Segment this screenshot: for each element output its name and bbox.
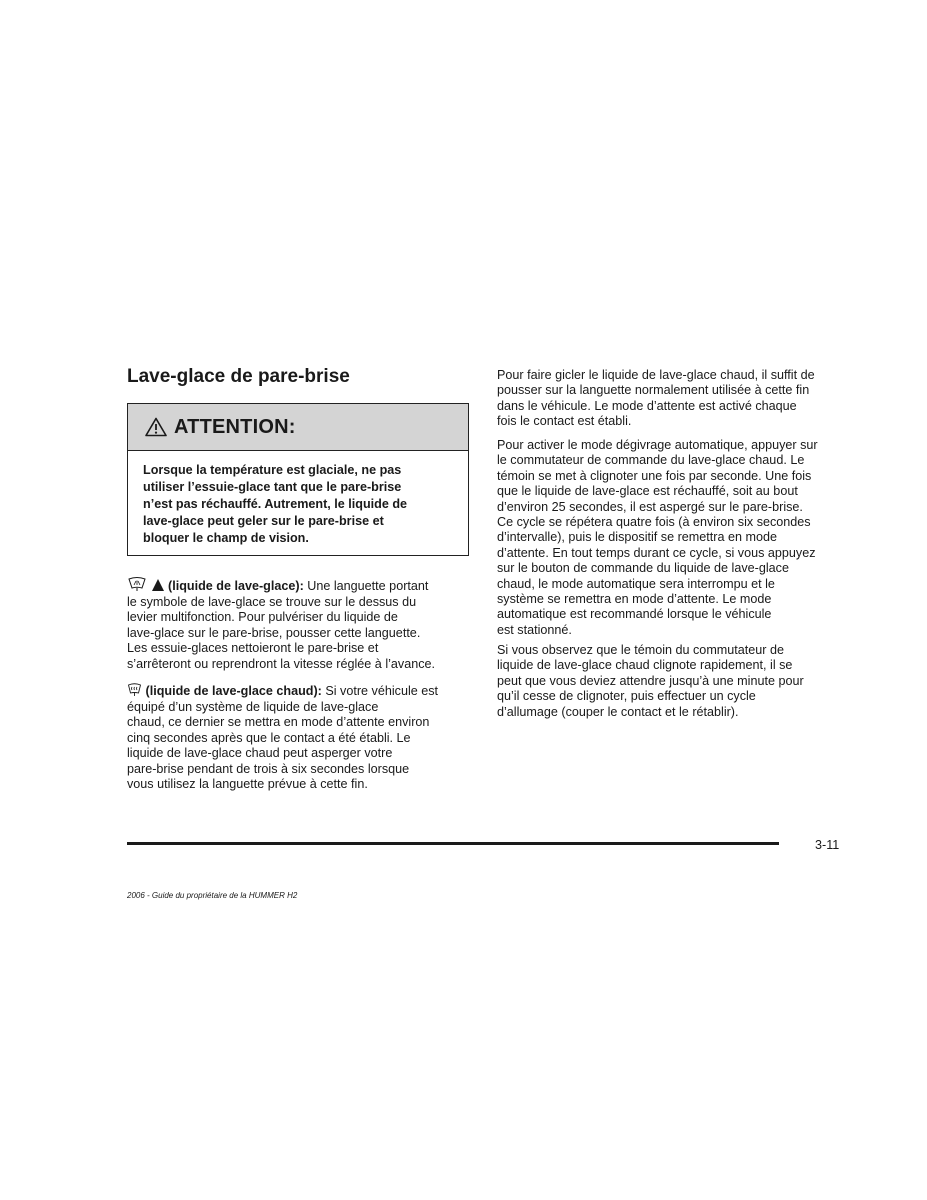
attention-title: ATTENTION: [174, 415, 296, 438]
heated-washer-line: cinq secondes après que le contact a été établi. Le [127, 730, 411, 745]
attention-line: lave-glace peut geler sur le pare-brise et [143, 514, 384, 528]
washer-line: Les essuie-glaces nettoieront le pare-brise et [127, 641, 379, 656]
heated-washer-paragraph [127, 682, 472, 792]
right-line: d’allumage (couper le contact et le rétablir). [497, 704, 739, 719]
right-paragraph-3 [497, 643, 847, 720]
right-line: chaud, le mode automatique sera interrompu et le [497, 576, 775, 591]
right-line: automatique est recommandé lorsque le véhicule [497, 607, 772, 622]
washer-line: levier multifonction. Pour pulvériser du liquide de [127, 610, 398, 625]
right-line: liquide de lave-glace chaud clignote rapidement, il se [497, 658, 793, 673]
section-title: Lave-glace de pare-brise [127, 366, 350, 387]
heated-washer-line: vous utilisez la languette prévue à cette fin. [127, 777, 368, 792]
washer-line: le symbole de lave-glace se trouve sur le dessus du [127, 595, 417, 609]
right-line: système se remettra en mode d’attente. Le mode [497, 592, 772, 607]
heated-washer-line: équipé d’un système de liquide de lave-glace [127, 700, 379, 714]
footer-text: 2006 - Guide du propriétaire de la HUMMER H2 [127, 891, 298, 900]
washer-line: s’arrêteront ou reprendront la vitesse réglée à l’avance. [127, 656, 436, 671]
right-line: d’attente. En tout temps durant ce cycle, si vous appuyez [497, 545, 816, 560]
heated-washer-line: chaud, ce dernier se mettra en mode d’attente environ [127, 715, 430, 730]
attention-line: Lorsque la température est glaciale, ne pas [143, 463, 402, 477]
triangle-up-icon [151, 578, 165, 592]
heated-washer-line: liquide de lave-glace chaud peut asperger votre [127, 746, 393, 761]
right-paragraph-2 [497, 438, 847, 638]
attention-line: utiliser l’essuie-glace tant que le pare-brise [143, 480, 402, 494]
windshield-washer-icon [127, 576, 147, 592]
washer-paragraph [127, 576, 472, 672]
page-number: 3-11 [815, 838, 840, 852]
right-line: d’environ 25 secondes, il est aspergé sur le pare-brise. [497, 499, 803, 514]
right-line: pousser sur la languette normalement utilisée à cette fin [497, 383, 810, 398]
washer-lead: (liquide de lave-glace): [168, 579, 304, 593]
attention-line: n’est pas réchauffé. Autrement, le liquide de [143, 497, 408, 511]
footer-rule [127, 842, 779, 845]
right-line: Pour faire gicler le liquide de lave-glace chaud, il suffit de [497, 368, 815, 382]
heated-washer-lead: (liquide de lave-glace chaud): [145, 684, 322, 698]
heated-washer-first-line: Si votre véhicule est [325, 684, 439, 698]
right-line: Pour activer le mode dégivrage automatique, appuyer sur [497, 438, 818, 452]
attention-line: bloquer le champ de vision. [143, 531, 309, 545]
heated-washer-line: pare-brise pendant de trois à six secondes lorsque [127, 761, 410, 776]
washer-line: lave-glace sur le pare-brise, pousser cette languette. [127, 625, 421, 640]
attention-header [128, 404, 468, 451]
attention-box [127, 403, 469, 556]
right-line: le commutateur de commande du lave-glace chaud. Le [497, 453, 805, 468]
heated-washer-icon [127, 682, 142, 697]
right-line: dans le véhicule. Le mode d’attente est activé chaque [497, 398, 797, 413]
right-line: Ce cycle se répétera quatre fois (à environ six secondes [497, 515, 811, 530]
right-paragraph-1 [497, 368, 847, 430]
right-line: peut que vous deviez attendre jusqu’à une minute pour [497, 673, 804, 688]
right-line: fois le contact est établi. [497, 414, 632, 429]
right-line: qu’il cesse de clignoter, puis effectuer un cycle [497, 689, 756, 704]
right-line: d’intervalle), puis le dispositif se remettra en mode [497, 530, 777, 545]
right-line: que le liquide de lave-glace est réchauffé, soit au bout [497, 484, 798, 499]
right-line: est stationné. [497, 622, 572, 637]
right-line: sur le bouton de commande du liquide de lave-glace [497, 561, 789, 576]
right-line: Si vous observez que le témoin du commutateur de [497, 643, 785, 657]
attention-body [128, 451, 468, 547]
right-line: témoin se met à clignoter une fois par seconde. Une fois [497, 468, 812, 483]
washer-first-line: Une languette portant [307, 579, 429, 593]
warning-triangle-icon [145, 417, 167, 437]
